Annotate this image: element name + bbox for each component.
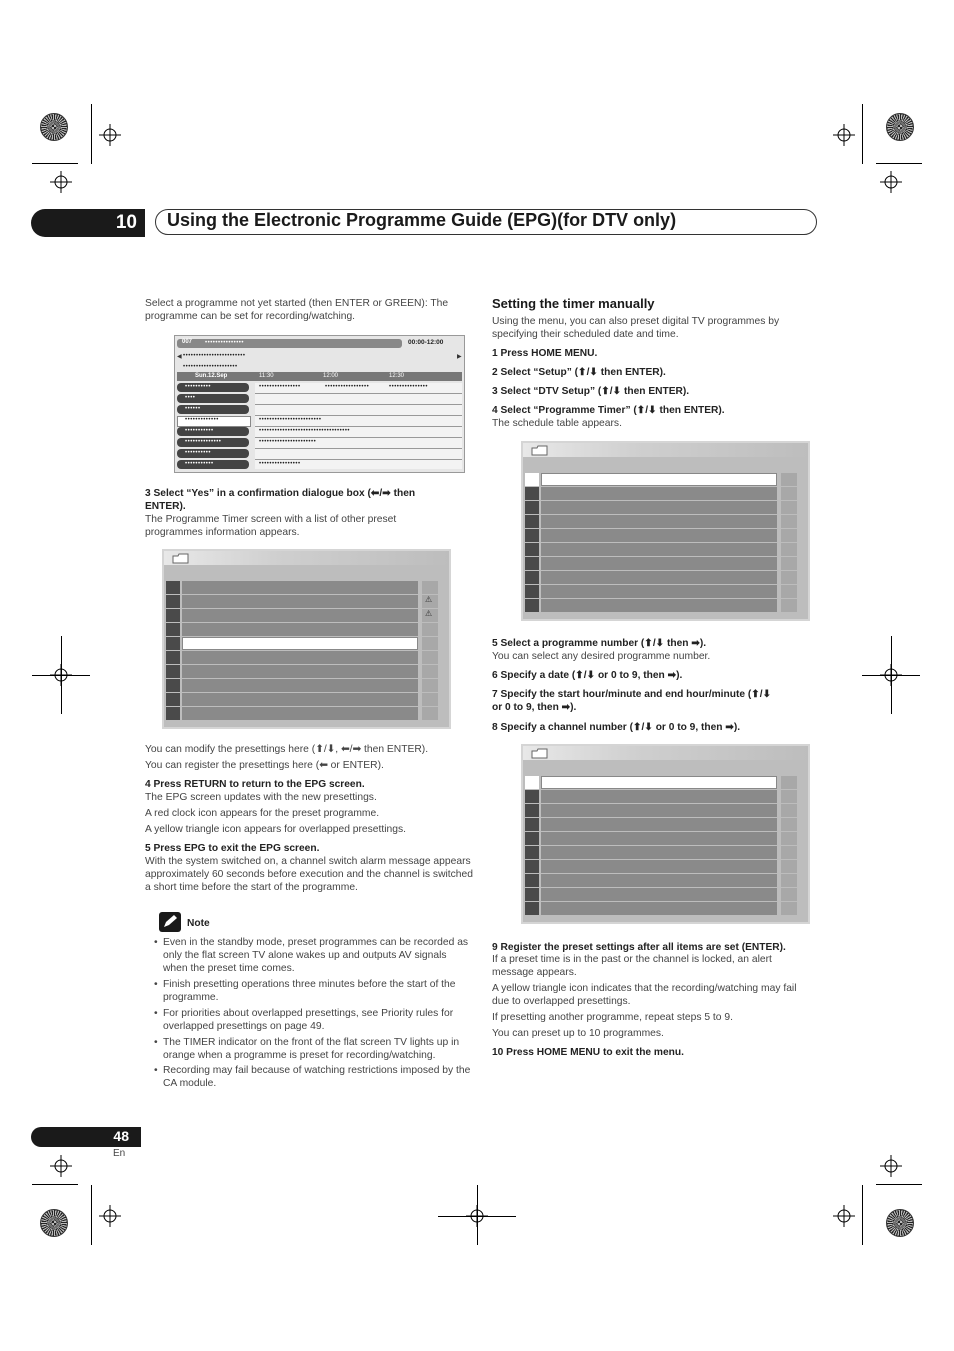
crop-mark [862, 104, 863, 164]
step-9-line: You can preset up to 10 programmes. [492, 1028, 664, 1039]
crop-mark [32, 163, 78, 164]
intro-text: Select a programme not yet started (then ENTER or GREEN): The programme can be set for recording/watching. [145, 298, 449, 322]
note-item: • For priorities about overlapped presettings, see Priority rules for overlapped presettings on page 49. [163, 1007, 471, 1033]
note-item: • Even in the standby mode, preset programmes can be recorded as only the flat screen TV alone wakes up and outputs AV signals when the preset time comes. [163, 936, 471, 975]
crop-mark [862, 1185, 863, 1245]
step-5: 5 Select a programme number (⬆/⬇ then ➡). [492, 638, 707, 649]
epg-info-line: ••••••••••••••••••••• [183, 364, 238, 370]
step-5-desc: You can select any desired programme number. [492, 651, 711, 662]
programme-timer-table [162, 549, 451, 729]
note-pencil-icon [159, 912, 181, 932]
epg-channel: 007 [182, 339, 193, 345]
crop-mark [862, 675, 920, 676]
crosshair-mark [50, 171, 72, 193]
crop-mark [876, 1184, 922, 1185]
step-9-line: If presetting another programme, repeat steps 5 to 9. [492, 1012, 733, 1023]
epg-time-slot: 11:30 [259, 373, 274, 379]
step-5-desc: With the system switched on, a channel switch alarm message appears approximately 60 seconds before execution and the channel is switched a short time before the start of the programme. [145, 856, 473, 893]
chapter-title: Using the Electronic Programme Guide (EPG)(for DTV only) [167, 210, 677, 230]
step-8: 8 Specify a channel number (⬆/⬇ or 0 to 9, then ➡). [492, 722, 741, 733]
chapter-number-badge: 10 [31, 209, 145, 237]
epg-time-slot: 12:00 [323, 373, 339, 379]
step-1: 1 Press HOME MENU. [492, 348, 598, 359]
step-4: 4 Select “Programme Timer” (⬆/⬇ then ENTER). [492, 405, 725, 416]
crosshair-mark [880, 171, 902, 193]
epg-date: Sun.12.Sep [195, 373, 228, 379]
crop-mark [876, 163, 922, 164]
crosshair-mark [99, 124, 121, 146]
step-9-line: If a preset time is in the past or the channel is locked, an alert message appears. [492, 954, 772, 978]
step-6: 6 Specify a date (⬆/⬇ or 0 to 9, then ➡). [492, 670, 683, 681]
registration-rosette [40, 113, 68, 141]
registration-rosette [886, 113, 914, 141]
note-item: • The TIMER indicator on the front of the flat screen TV lights up in orange when a programme is preset for recording/watching. [163, 1036, 471, 1062]
crop-mark [438, 1216, 516, 1217]
crosshair-mark [833, 124, 855, 146]
warning-triangle-icon: ⚠ [425, 595, 433, 604]
crop-mark [32, 675, 90, 676]
registration-rosette [886, 1209, 914, 1237]
crop-mark [32, 1184, 78, 1185]
crop-mark [477, 1185, 478, 1245]
registration-rosette [40, 1209, 68, 1237]
crop-mark [91, 104, 92, 164]
section-intro: Using the menu, you can also preset digital TV programmes by specifying their scheduled date and time. [492, 316, 780, 340]
crosshair-mark [833, 1205, 855, 1227]
register-presettings-text: You can register the presettings here (⬅ or ENTER). [145, 760, 384, 771]
epg-info-line: •••••••••••••••••••••••• [183, 353, 246, 359]
crosshair-mark [50, 1155, 72, 1177]
step-4-return: 4 Press RETURN to return to the EPG screen. [145, 779, 365, 790]
modify-presettings-text: You can modify the presettings here (⬆/⬇, ⬅/➡ then ENTER). [145, 744, 429, 755]
step-4-line: A yellow triangle icon appears for overlapped presettings. [145, 824, 407, 835]
step-2: 2 Select “Setup” (⬆/⬇ then ENTER). [492, 367, 666, 378]
step-4-desc: The schedule table appears. [492, 418, 622, 429]
step-9-line: A yellow triangle icon indicates that the recording/watching may fail due to overlapped presettings. [492, 983, 797, 1007]
folder-icon [172, 553, 190, 564]
epg-screen: 007 ••••••••••••••• 00:00-12:00 •••••••••••••••••••••••• ••••••••••••••••••••• ◀ ▶ Sun.12.Sep 11:30 12:00 12:30 •••••••••• •••• •••••• ••••••••••••• ••••••••••• •••••••••••••• •••••••••• ••••••••••• •••••••••••••••• ••••••••••••••••• ••••••••••••••• •••••••••••••••••••••••• ••••••••••••••••••••••••••••••••••• •••••••••••••••••••••• •••••••••••••••• [174, 335, 465, 473]
step-9: 9 Register the preset settings after all items are set (ENTER). [492, 942, 786, 953]
step-10: 10 Press HOME MENU to exit the menu. [492, 1047, 684, 1058]
epg-time-slot: 12:30 [389, 373, 405, 379]
crop-mark [91, 1185, 92, 1245]
folder-icon [531, 445, 549, 456]
warning-triangle-icon: ⚠ [425, 609, 433, 618]
step-3: 3 Select “DTV Setup” (⬆/⬇ then ENTER). [492, 386, 690, 397]
note-item: • Recording may fail because of watching restrictions imposed by the CA module. [163, 1064, 471, 1090]
crosshair-mark [880, 1155, 902, 1177]
step-7: 7 Specify the start hour/minute and end hour/minute (⬆/⬇ or 0 to 9, then ➡). [492, 689, 772, 713]
step-4-line: A red clock icon appears for the preset programme. [145, 808, 380, 819]
page-number-badge: 48 [31, 1127, 141, 1147]
epg-time-range: 00:00-12:00 [408, 339, 444, 346]
schedule-table [521, 441, 810, 621]
crosshair-mark [99, 1205, 121, 1227]
note-item: • Finish presetting operations three minutes before the start of the programme. [163, 978, 471, 1004]
step-3-confirm: 3 Select “Yes” in a confirmation dialogue box (⬅/➡ then ENTER). [145, 488, 416, 512]
epg-programme-name: ••••••••••••••• [205, 340, 245, 346]
section-heading: Setting the timer manually [492, 296, 655, 311]
folder-icon [531, 748, 549, 759]
language-code: En [113, 1148, 126, 1159]
note-label: Note [187, 918, 210, 929]
step-5-exit: 5 Press EPG to exit the EPG screen. [145, 843, 320, 854]
step-4-line: The EPG screen updates with the new presettings. [145, 792, 377, 803]
schedule-table [521, 744, 810, 924]
step-3-desc: The Programme Timer screen with a list of other preset programmes information appears. [145, 514, 397, 538]
